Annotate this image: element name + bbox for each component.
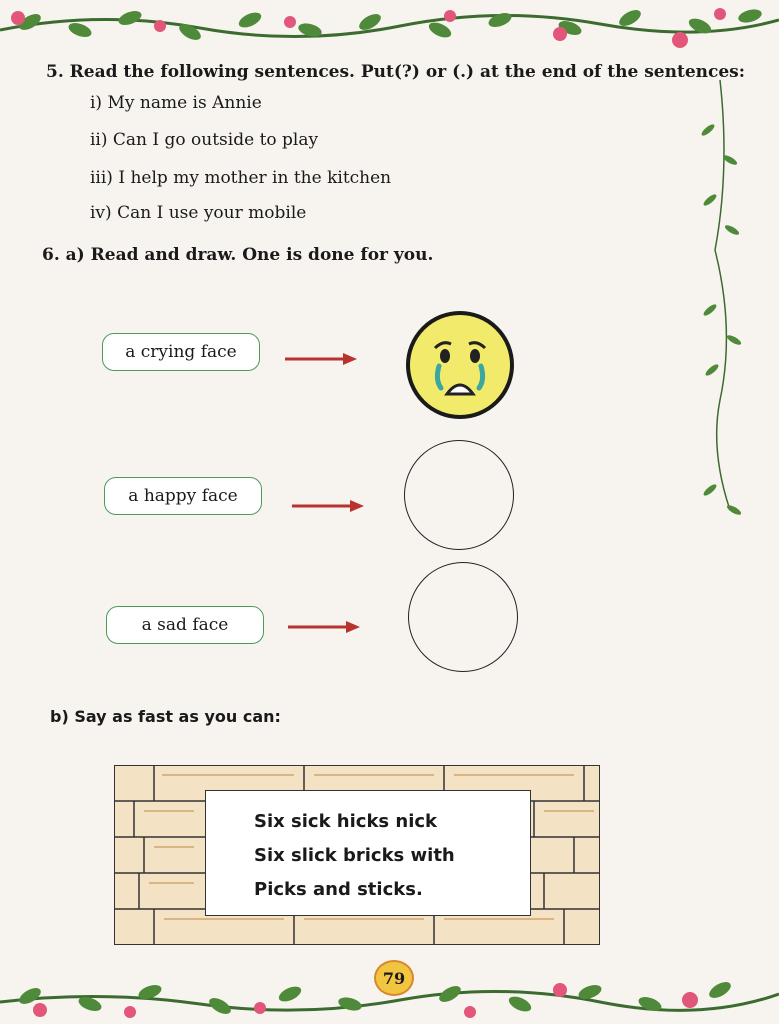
tongue-twister-line-1: Six sick hicks nick bbox=[254, 811, 438, 832]
drawing-circle-happy[interactable] bbox=[404, 440, 514, 550]
sentence-1: i) My name is Annie bbox=[90, 93, 262, 113]
tongue-twister-box bbox=[205, 790, 531, 916]
arrow-right-icon bbox=[292, 499, 364, 513]
question-6b-title: b) Say as fast as you can: bbox=[50, 707, 281, 726]
arrow-right-icon bbox=[285, 352, 357, 366]
sentence-4: iv) Can I use your mobile bbox=[90, 203, 307, 223]
crying-face-icon bbox=[405, 310, 515, 420]
label-crying-face: a crying face bbox=[102, 333, 260, 371]
sentence-2: ii) Can I go outside to play bbox=[90, 130, 319, 150]
tongue-twister-line-2: Six slick bricks with bbox=[254, 845, 455, 866]
page-number: 79 bbox=[374, 960, 414, 996]
tongue-twister-line-3: Picks and sticks. bbox=[254, 879, 423, 900]
arrow-right-icon bbox=[288, 620, 360, 634]
label-happy-face: a happy face bbox=[104, 477, 262, 515]
sentence-3: iii) I help my mother in the kitchen bbox=[90, 168, 392, 188]
floral-border-top bbox=[0, 0, 779, 56]
question-6a-title: 6. a) Read and draw. One is done for you. bbox=[42, 245, 434, 265]
question-5-title: 5. Read the following sentences. Put(?) or (.) at the end of the sentences: bbox=[46, 62, 746, 82]
drawing-circle-sad[interactable] bbox=[408, 562, 518, 672]
vine-decoration-right bbox=[690, 70, 760, 570]
label-sad-face: a sad face bbox=[106, 606, 264, 644]
